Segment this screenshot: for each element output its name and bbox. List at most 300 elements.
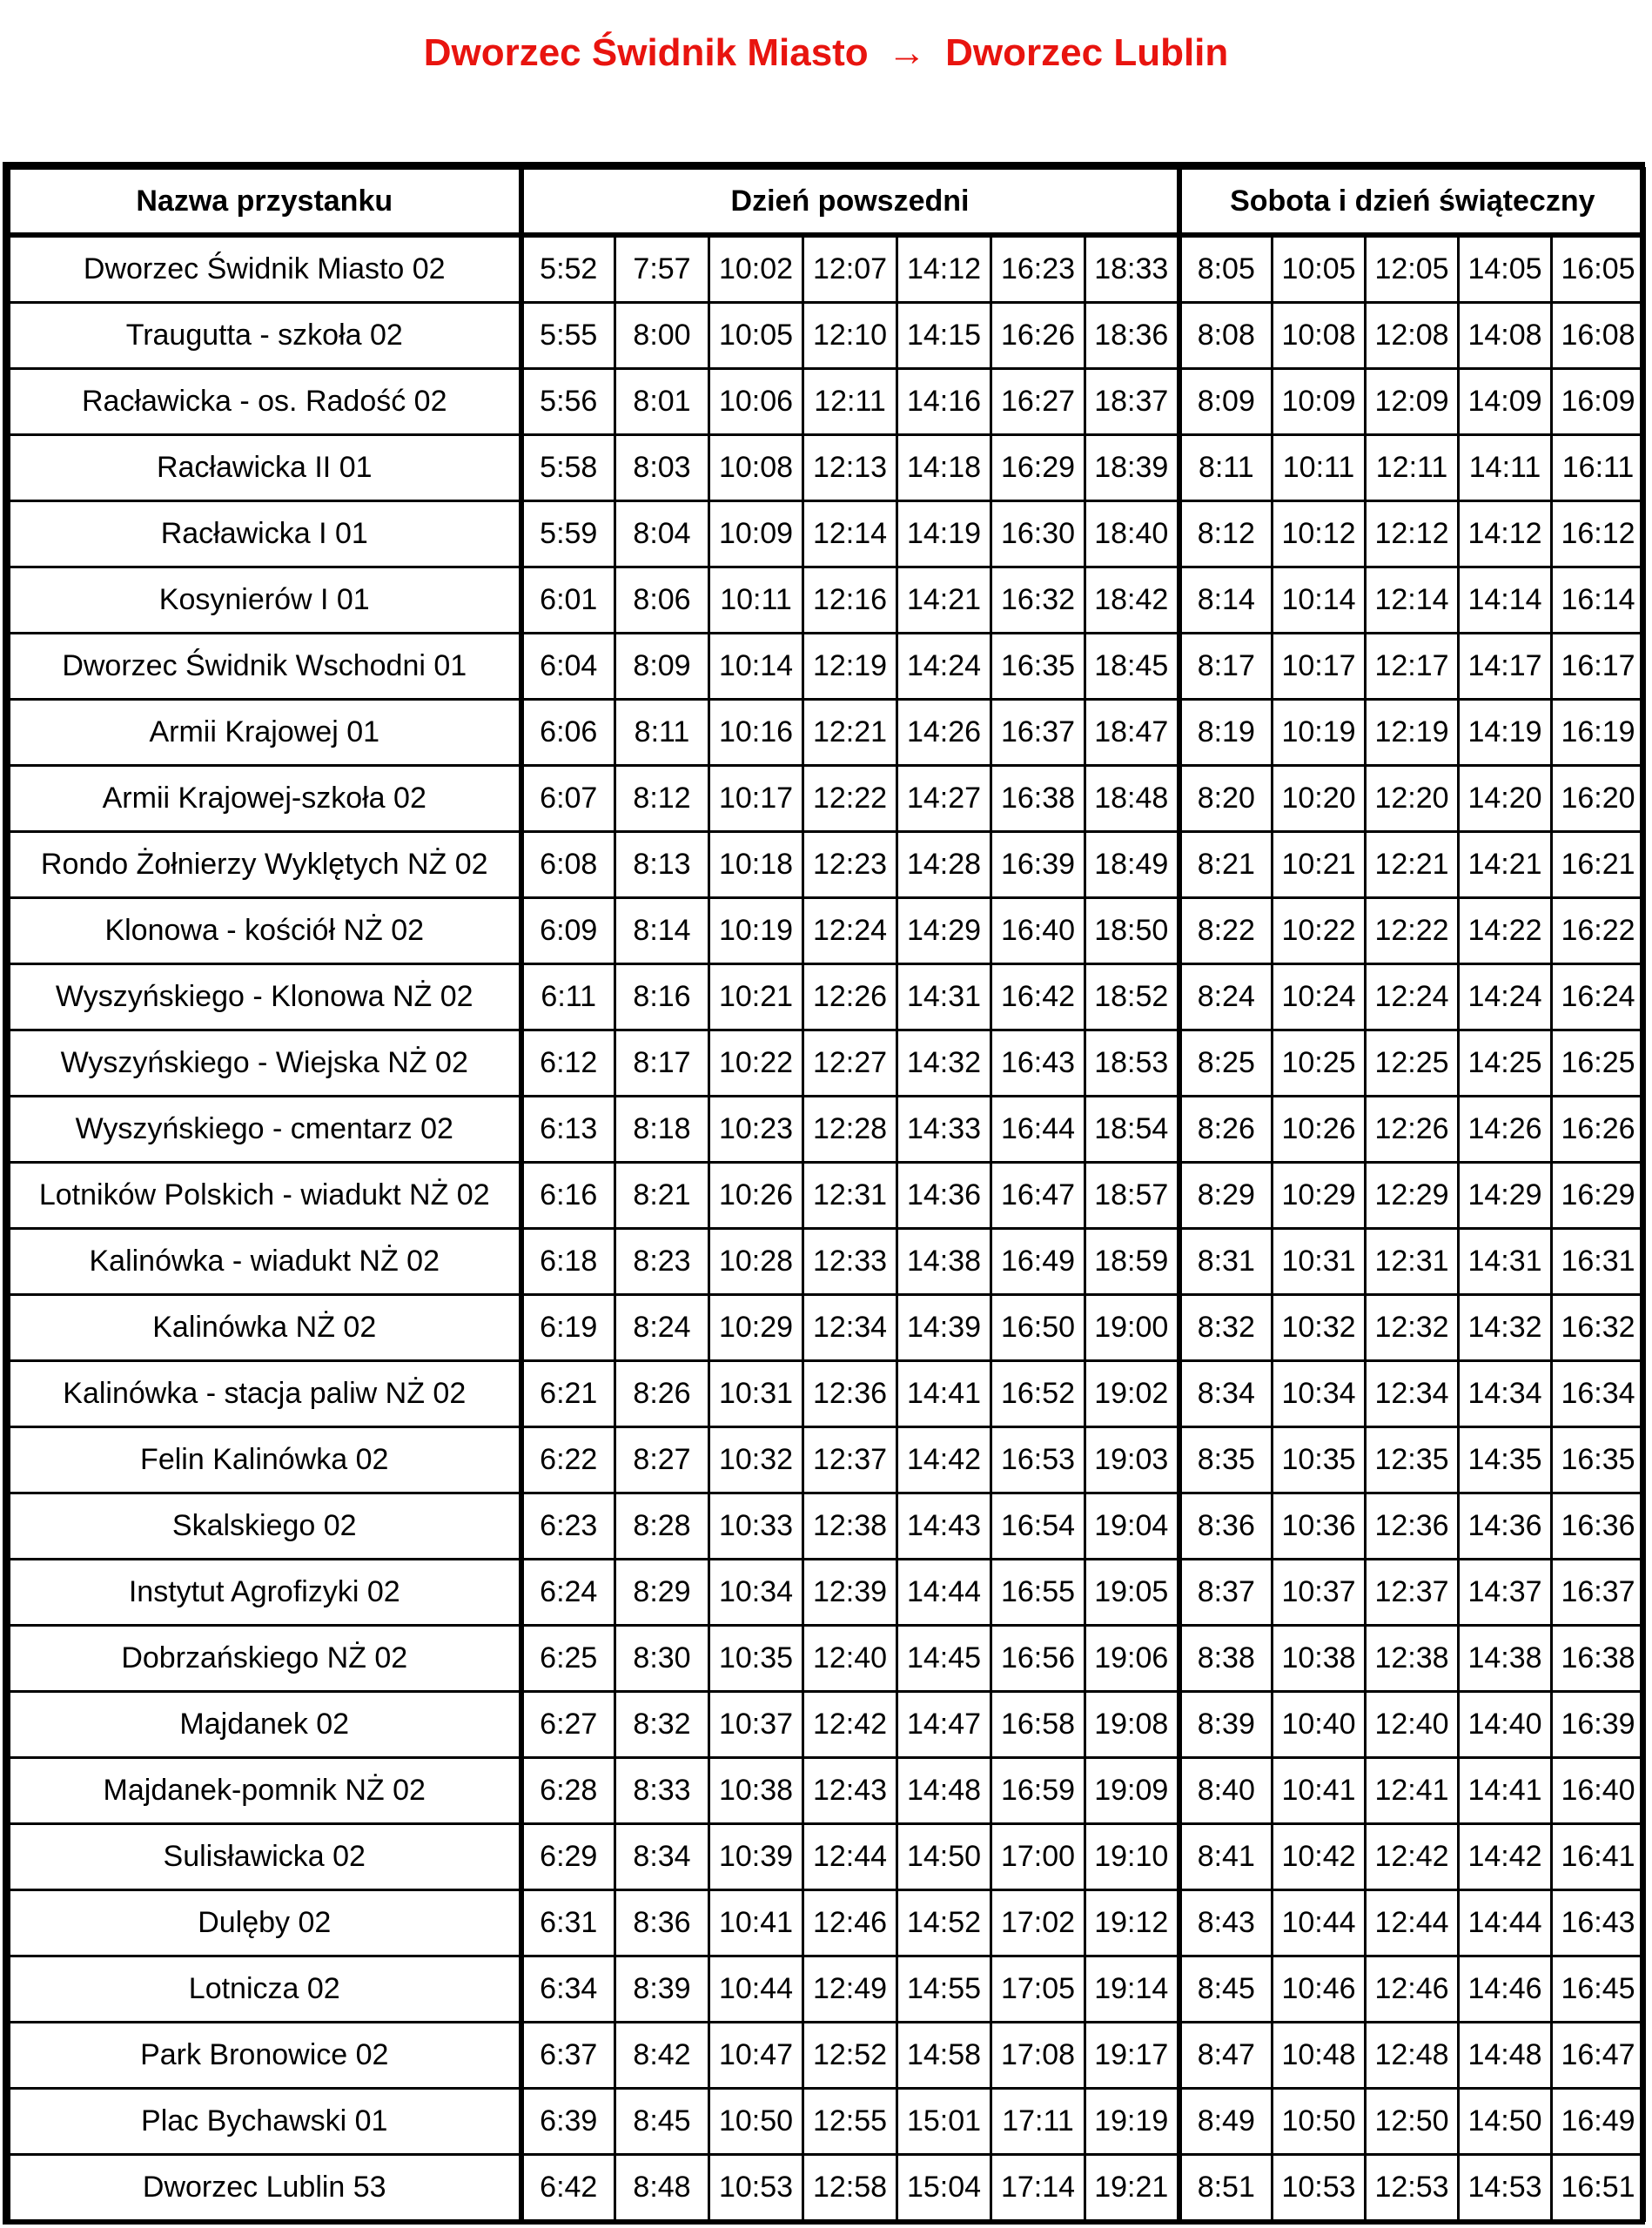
table-row	[10, 832, 1645, 898]
weekday-departure-time: 14:58	[897, 2023, 991, 2089]
weekend-departure-time: 10:08	[1273, 303, 1366, 369]
weekday-departure-time: 12:22	[803, 766, 897, 832]
weekend-departure-time: 12:29	[1366, 1163, 1459, 1229]
weekday-departure-time: 8:13	[615, 832, 709, 898]
weekday-departure-time: 19:17	[1085, 2023, 1179, 2089]
weekday-departure-time: 8:03	[615, 435, 709, 501]
weekday-departure-time: 6:27	[521, 1692, 615, 1758]
table-row	[10, 898, 1645, 964]
weekday-departure-time: 18:53	[1085, 1030, 1179, 1097]
weekend-departure-time: 8:43	[1179, 1890, 1273, 1956]
weekday-departure-time: 10:05	[709, 303, 803, 369]
weekend-departure-time: 16:12	[1552, 501, 1645, 567]
weekday-departure-time: 6:09	[521, 898, 615, 964]
weekday-departure-time: 10:22	[709, 1030, 803, 1097]
weekday-departure-time: 10:19	[709, 898, 803, 964]
weekday-departure-time: 19:21	[1085, 2155, 1179, 2221]
weekend-departure-time: 16:25	[1552, 1030, 1645, 1097]
weekend-departure-time: 14:36	[1459, 1493, 1552, 1560]
table-row	[10, 1890, 1645, 1956]
weekday-departure-time: 12:58	[803, 2155, 897, 2221]
weekend-departure-time: 14:35	[1459, 1427, 1552, 1493]
weekend-departure-time: 8:14	[1179, 567, 1273, 634]
weekday-departure-time: 14:21	[897, 567, 991, 634]
weekend-departure-time: 10:19	[1273, 700, 1366, 766]
weekend-departure-time: 12:17	[1366, 634, 1459, 700]
table-row	[10, 1229, 1645, 1295]
weekday-departure-time: 14:28	[897, 832, 991, 898]
weekday-departure-time: 8:33	[615, 1758, 709, 1824]
weekday-departure-time: 18:37	[1085, 369, 1179, 435]
weekday-departure-time: 12:46	[803, 1890, 897, 1956]
weekday-departure-time: 14:41	[897, 1361, 991, 1427]
weekend-departure-time: 12:48	[1366, 2023, 1459, 2089]
weekday-departure-time: 5:55	[521, 303, 615, 369]
weekend-departure-time: 8:17	[1179, 634, 1273, 700]
table-row	[10, 964, 1645, 1030]
weekend-departure-time: 10:20	[1273, 766, 1366, 832]
weekend-departure-time: 8:45	[1179, 1956, 1273, 2023]
weekday-departure-time: 6:29	[521, 1824, 615, 1890]
weekday-departure-time: 16:38	[991, 766, 1085, 832]
weekend-departure-time: 12:09	[1366, 369, 1459, 435]
weekday-departure-time: 12:10	[803, 303, 897, 369]
weekend-departure-time: 14:32	[1459, 1295, 1552, 1361]
stop-name: Kalinówka - stacja paliw NŻ 02	[10, 1361, 521, 1427]
weekday-departure-time: 8:30	[615, 1626, 709, 1692]
weekend-departure-time: 14:09	[1459, 369, 1552, 435]
stop-name: Dulęby 02	[10, 1890, 521, 1956]
weekday-departure-time: 16:42	[991, 964, 1085, 1030]
weekday-departure-time: 19:02	[1085, 1361, 1179, 1427]
weekday-departure-time: 17:14	[991, 2155, 1085, 2221]
weekday-departure-time: 8:21	[615, 1163, 709, 1229]
weekday-departure-time: 19:00	[1085, 1295, 1179, 1361]
weekend-departure-time: 12:32	[1366, 1295, 1459, 1361]
table-row	[10, 634, 1645, 700]
weekend-departure-time: 12:12	[1366, 501, 1459, 567]
weekend-departure-time: 14:19	[1459, 700, 1552, 766]
weekend-departure-time: 8:19	[1179, 700, 1273, 766]
weekday-departure-time: 5:52	[521, 235, 615, 303]
weekday-departure-time: 8:42	[615, 2023, 709, 2089]
weekday-departure-time: 12:19	[803, 634, 897, 700]
weekend-departure-time: 10:36	[1273, 1493, 1366, 1560]
table-row	[10, 1493, 1645, 1560]
weekday-departure-time: 10:26	[709, 1163, 803, 1229]
weekday-departure-time: 8:26	[615, 1361, 709, 1427]
table-row	[10, 435, 1645, 501]
table-row	[10, 1560, 1645, 1626]
stop-name: Lotników Polskich - wiadukt NŻ 02	[10, 1163, 521, 1229]
weekday-departure-time: 8:04	[615, 501, 709, 567]
stop-name: Racławicka I 01	[10, 501, 521, 567]
weekday-departure-time: 6:23	[521, 1493, 615, 1560]
weekend-departure-time: 8:20	[1179, 766, 1273, 832]
weekend-departure-time: 16:41	[1552, 1824, 1645, 1890]
weekend-departure-time: 16:37	[1552, 1560, 1645, 1626]
weekday-departure-time: 12:07	[803, 235, 897, 303]
weekday-departure-time: 18:33	[1085, 235, 1179, 303]
weekend-departure-time: 10:22	[1273, 898, 1366, 964]
weekend-departure-time: 14:24	[1459, 964, 1552, 1030]
weekday-departure-time: 6:04	[521, 634, 615, 700]
weekend-departure-time: 12:31	[1366, 1229, 1459, 1295]
weekday-departure-time: 6:06	[521, 700, 615, 766]
weekday-departure-time: 8:12	[615, 766, 709, 832]
weekday-departure-time: 14:42	[897, 1427, 991, 1493]
weekday-departure-time: 6:08	[521, 832, 615, 898]
weekday-departure-time: 14:31	[897, 964, 991, 1030]
weekend-departure-time: 10:24	[1273, 964, 1366, 1030]
weekday-departure-time: 10:29	[709, 1295, 803, 1361]
weekday-departure-time: 12:14	[803, 501, 897, 567]
weekday-departure-time: 16:29	[991, 435, 1085, 501]
stop-name: Skalskiego 02	[10, 1493, 521, 1560]
weekday-departure-time: 18:54	[1085, 1097, 1179, 1163]
weekday-departure-time: 8:00	[615, 303, 709, 369]
weekend-departure-time: 14:46	[1459, 1956, 1552, 2023]
stop-name: Majdanek-pomnik NŻ 02	[10, 1758, 521, 1824]
weekday-departure-time: 18:59	[1085, 1229, 1179, 1295]
weekday-departure-time: 8:36	[615, 1890, 709, 1956]
weekday-departure-time: 16:43	[991, 1030, 1085, 1097]
weekend-departure-time: 14:38	[1459, 1626, 1552, 1692]
header-weekend: Sobota i dzień świąteczny	[1179, 169, 1645, 236]
stop-name: Sulisławicka 02	[10, 1824, 521, 1890]
weekend-departure-time: 14:34	[1459, 1361, 1552, 1427]
weekday-departure-time: 12:34	[803, 1295, 897, 1361]
weekend-departure-time: 14:48	[1459, 2023, 1552, 2089]
weekday-departure-time: 18:39	[1085, 435, 1179, 501]
weekend-departure-time: 10:31	[1273, 1229, 1366, 1295]
weekend-departure-time: 16:21	[1552, 832, 1645, 898]
route-destination: Dworzec Lublin	[945, 31, 1229, 74]
stop-name: Dworzec Lublin 53	[10, 2155, 521, 2221]
weekday-departure-time: 10:18	[709, 832, 803, 898]
table-row	[10, 766, 1645, 832]
weekend-departure-time: 16:35	[1552, 1427, 1645, 1493]
weekend-departure-time: 12:11	[1366, 435, 1459, 501]
weekend-departure-time: 10:38	[1273, 1626, 1366, 1692]
weekend-departure-time: 8:21	[1179, 832, 1273, 898]
table-row	[10, 1824, 1645, 1890]
stop-name: Felin Kalinówka 02	[10, 1427, 521, 1493]
weekend-departure-time: 14:11	[1459, 435, 1552, 501]
weekday-departure-time: 16:32	[991, 567, 1085, 634]
weekday-departure-time: 19:08	[1085, 1692, 1179, 1758]
weekend-departure-time: 10:32	[1273, 1295, 1366, 1361]
weekday-departure-time: 8:18	[615, 1097, 709, 1163]
weekend-departure-time: 8:34	[1179, 1361, 1273, 1427]
weekday-departure-time: 6:37	[521, 2023, 615, 2089]
weekday-departure-time: 18:42	[1085, 567, 1179, 634]
weekend-departure-time: 8:39	[1179, 1692, 1273, 1758]
weekday-departure-time: 12:55	[803, 2089, 897, 2155]
weekend-departure-time: 16:09	[1552, 369, 1645, 435]
weekend-departure-time: 12:19	[1366, 700, 1459, 766]
stop-name: Majdanek 02	[10, 1692, 521, 1758]
timetable-frame	[3, 162, 1645, 2225]
weekday-departure-time: 18:36	[1085, 303, 1179, 369]
weekend-departure-time: 12:24	[1366, 964, 1459, 1030]
weekday-departure-time: 14:47	[897, 1692, 991, 1758]
weekday-departure-time: 8:29	[615, 1560, 709, 1626]
weekend-departure-time: 8:47	[1179, 2023, 1273, 2089]
weekend-departure-time: 10:40	[1273, 1692, 1366, 1758]
weekend-departure-time: 12:37	[1366, 1560, 1459, 1626]
weekday-departure-time: 12:26	[803, 964, 897, 1030]
weekday-departure-time: 14:24	[897, 634, 991, 700]
table-row	[10, 1956, 1645, 2023]
weekday-departure-time: 16:47	[991, 1163, 1085, 1229]
weekend-departure-time: 12:38	[1366, 1626, 1459, 1692]
weekday-departure-time: 10:09	[709, 501, 803, 567]
weekend-departure-time: 16:43	[1552, 1890, 1645, 1956]
weekend-departure-time: 16:24	[1552, 964, 1645, 1030]
weekend-departure-time: 8:09	[1179, 369, 1273, 435]
weekend-departure-time: 8:11	[1179, 435, 1273, 501]
stop-name: Kalinówka NŻ 02	[10, 1295, 521, 1361]
weekday-departure-time: 8:14	[615, 898, 709, 964]
weekend-departure-time: 12:42	[1366, 1824, 1459, 1890]
weekend-departure-time: 16:47	[1552, 2023, 1645, 2089]
weekend-departure-time: 14:22	[1459, 898, 1552, 964]
weekday-departure-time: 14:19	[897, 501, 991, 567]
weekday-departure-time: 10:06	[709, 369, 803, 435]
weekday-departure-time: 14:18	[897, 435, 991, 501]
weekend-departure-time: 10:17	[1273, 634, 1366, 700]
weekday-departure-time: 14:15	[897, 303, 991, 369]
weekend-departure-time: 14:29	[1459, 1163, 1552, 1229]
weekday-departure-time: 14:16	[897, 369, 991, 435]
weekday-departure-time: 8:28	[615, 1493, 709, 1560]
weekday-departure-time: 10:47	[709, 2023, 803, 2089]
weekday-departure-time: 19:10	[1085, 1824, 1179, 1890]
weekday-departure-time: 12:49	[803, 1956, 897, 2023]
weekday-departure-time: 12:33	[803, 1229, 897, 1295]
weekday-departure-time: 14:39	[897, 1295, 991, 1361]
weekend-departure-time: 14:21	[1459, 832, 1552, 898]
weekend-departure-time: 12:05	[1366, 235, 1459, 303]
weekday-departure-time: 18:49	[1085, 832, 1179, 898]
weekend-departure-time: 10:53	[1273, 2155, 1366, 2221]
weekend-departure-time: 8:24	[1179, 964, 1273, 1030]
weekday-departure-time: 12:52	[803, 2023, 897, 2089]
weekend-departure-time: 10:11	[1273, 435, 1366, 501]
weekday-departure-time: 19:09	[1085, 1758, 1179, 1824]
weekday-departure-time: 16:44	[991, 1097, 1085, 1163]
weekday-departure-time: 10:41	[709, 1890, 803, 1956]
weekday-departure-time: 15:01	[897, 2089, 991, 2155]
weekday-departure-time: 19:05	[1085, 1560, 1179, 1626]
weekday-departure-time: 16:40	[991, 898, 1085, 964]
weekend-departure-time: 12:21	[1366, 832, 1459, 898]
weekday-departure-time: 14:48	[897, 1758, 991, 1824]
weekend-departure-time: 8:40	[1179, 1758, 1273, 1824]
weekday-departure-time: 16:39	[991, 832, 1085, 898]
weekday-departure-time: 18:40	[1085, 501, 1179, 567]
weekend-departure-time: 16:49	[1552, 2089, 1645, 2155]
stop-name: Kosynierów I 01	[10, 567, 521, 634]
weekday-departure-time: 8:01	[615, 369, 709, 435]
weekday-departure-time: 14:32	[897, 1030, 991, 1097]
weekend-departure-time: 16:05	[1552, 235, 1645, 303]
weekday-departure-time: 6:39	[521, 2089, 615, 2155]
weekend-departure-time: 10:50	[1273, 2089, 1366, 2155]
weekday-departure-time: 16:58	[991, 1692, 1085, 1758]
table-row	[10, 1427, 1645, 1493]
weekday-departure-time: 14:27	[897, 766, 991, 832]
weekend-departure-time: 14:31	[1459, 1229, 1552, 1295]
weekday-departure-time: 16:53	[991, 1427, 1085, 1493]
weekend-departure-time: 14:05	[1459, 235, 1552, 303]
weekday-departure-time: 6:34	[521, 1956, 615, 2023]
stop-name: Dworzec Świdnik Miasto 02	[10, 235, 521, 303]
weekday-departure-time: 10:14	[709, 634, 803, 700]
weekend-departure-time: 10:37	[1273, 1560, 1366, 1626]
weekend-departure-time: 16:38	[1552, 1626, 1645, 1692]
stop-name: Kalinówka - wiadukt NŻ 02	[10, 1229, 521, 1295]
weekday-departure-time: 10:08	[709, 435, 803, 501]
weekday-departure-time: 10:39	[709, 1824, 803, 1890]
weekend-departure-time: 12:26	[1366, 1097, 1459, 1163]
weekday-departure-time: 5:58	[521, 435, 615, 501]
table-row	[10, 1097, 1645, 1163]
weekday-departure-time: 16:52	[991, 1361, 1085, 1427]
weekday-departure-time: 12:42	[803, 1692, 897, 1758]
weekday-departure-time: 16:59	[991, 1758, 1085, 1824]
weekday-departure-time: 10:28	[709, 1229, 803, 1295]
weekend-departure-time: 14:50	[1459, 2089, 1552, 2155]
weekend-departure-time: 12:53	[1366, 2155, 1459, 2221]
header-weekday: Dzień powszedni	[521, 169, 1179, 236]
weekday-departure-time: 6:12	[521, 1030, 615, 1097]
weekday-departure-time: 12:13	[803, 435, 897, 501]
weekend-departure-time: 8:26	[1179, 1097, 1273, 1163]
weekday-departure-time: 17:00	[991, 1824, 1085, 1890]
weekend-departure-time: 10:09	[1273, 369, 1366, 435]
weekday-departure-time: 10:44	[709, 1956, 803, 2023]
weekday-departure-time: 14:12	[897, 235, 991, 303]
weekend-departure-time: 8:51	[1179, 2155, 1273, 2221]
weekend-departure-time: 10:29	[1273, 1163, 1366, 1229]
weekend-departure-time: 14:25	[1459, 1030, 1552, 1097]
weekday-departure-time: 12:23	[803, 832, 897, 898]
weekday-departure-time: 10:37	[709, 1692, 803, 1758]
weekend-departure-time: 16:45	[1552, 1956, 1645, 2023]
weekday-departure-time: 5:59	[521, 501, 615, 567]
weekday-departure-time: 8:17	[615, 1030, 709, 1097]
weekend-departure-time: 16:31	[1552, 1229, 1645, 1295]
weekend-departure-time: 16:29	[1552, 1163, 1645, 1229]
weekday-departure-time: 16:55	[991, 1560, 1085, 1626]
weekend-departure-time: 16:36	[1552, 1493, 1645, 1560]
weekend-departure-time: 10:35	[1273, 1427, 1366, 1493]
table-row	[10, 1295, 1645, 1361]
weekend-departure-time: 16:22	[1552, 898, 1645, 964]
weekday-departure-time: 6:16	[521, 1163, 615, 1229]
weekend-departure-time: 16:39	[1552, 1692, 1645, 1758]
weekday-departure-time: 6:28	[521, 1758, 615, 1824]
weekend-departure-time: 8:31	[1179, 1229, 1273, 1295]
weekday-departure-time: 17:02	[991, 1890, 1085, 1956]
weekend-departure-time: 16:11	[1552, 435, 1645, 501]
weekday-departure-time: 12:11	[803, 369, 897, 435]
weekend-departure-time: 12:41	[1366, 1758, 1459, 1824]
weekday-departure-time: 12:38	[803, 1493, 897, 1560]
stop-name: Klonowa - kościół NŻ 02	[10, 898, 521, 964]
weekday-departure-time: 14:29	[897, 898, 991, 964]
stop-name: Racławicka II 01	[10, 435, 521, 501]
stop-name: Traugutta - szkoła 02	[10, 303, 521, 369]
weekday-departure-time: 10:32	[709, 1427, 803, 1493]
weekend-departure-time: 12:25	[1366, 1030, 1459, 1097]
weekend-departure-time: 10:41	[1273, 1758, 1366, 1824]
weekday-departure-time: 8:11	[615, 700, 709, 766]
stop-name: Armii Krajowej-szkoła 02	[10, 766, 521, 832]
table-row	[10, 369, 1645, 435]
weekend-departure-time: 16:40	[1552, 1758, 1645, 1824]
weekday-departure-time: 10:35	[709, 1626, 803, 1692]
weekend-departure-time: 12:35	[1366, 1427, 1459, 1493]
weekday-departure-time: 8:23	[615, 1229, 709, 1295]
weekday-departure-time: 19:14	[1085, 1956, 1179, 2023]
weekday-departure-time: 6:11	[521, 964, 615, 1030]
weekend-departure-time: 10:21	[1273, 832, 1366, 898]
table-row	[10, 1361, 1645, 1427]
weekday-departure-time: 6:13	[521, 1097, 615, 1163]
header-row	[10, 169, 1645, 236]
weekday-departure-time: 8:32	[615, 1692, 709, 1758]
timetable	[8, 167, 1646, 2222]
weekend-departure-time: 8:05	[1179, 235, 1273, 303]
table-row	[10, 303, 1645, 369]
weekday-departure-time: 16:27	[991, 369, 1085, 435]
weekday-departure-time: 12:39	[803, 1560, 897, 1626]
weekday-departure-time: 6:19	[521, 1295, 615, 1361]
weekend-departure-time: 14:41	[1459, 1758, 1552, 1824]
weekend-departure-time: 8:37	[1179, 1560, 1273, 1626]
weekday-departure-time: 12:24	[803, 898, 897, 964]
weekday-departure-time: 6:21	[521, 1361, 615, 1427]
weekday-departure-time: 14:26	[897, 700, 991, 766]
weekday-departure-time: 5:56	[521, 369, 615, 435]
weekday-departure-time: 15:04	[897, 2155, 991, 2221]
weekday-departure-time: 8:45	[615, 2089, 709, 2155]
weekday-departure-time: 14:50	[897, 1824, 991, 1890]
weekend-departure-time: 14:42	[1459, 1824, 1552, 1890]
table-row	[10, 235, 1645, 303]
table-row	[10, 1692, 1645, 1758]
weekend-departure-time: 16:32	[1552, 1295, 1645, 1361]
weekend-departure-time: 16:26	[1552, 1097, 1645, 1163]
table-row	[10, 1030, 1645, 1097]
weekday-departure-time: 8:24	[615, 1295, 709, 1361]
weekend-departure-time: 16:19	[1552, 700, 1645, 766]
weekday-departure-time: 6:24	[521, 1560, 615, 1626]
weekday-departure-time: 17:08	[991, 2023, 1085, 2089]
header-stop-name: Nazwa przystanku	[10, 169, 521, 236]
weekday-departure-time: 8:39	[615, 1956, 709, 2023]
weekday-departure-time: 14:45	[897, 1626, 991, 1692]
weekday-departure-time: 6:31	[521, 1890, 615, 1956]
weekday-departure-time: 19:03	[1085, 1427, 1179, 1493]
weekend-departure-time: 16:08	[1552, 303, 1645, 369]
stop-name: Wyszyńskiego - cmentarz 02	[10, 1097, 521, 1163]
table-row	[10, 501, 1645, 567]
weekday-departure-time: 10:50	[709, 2089, 803, 2155]
